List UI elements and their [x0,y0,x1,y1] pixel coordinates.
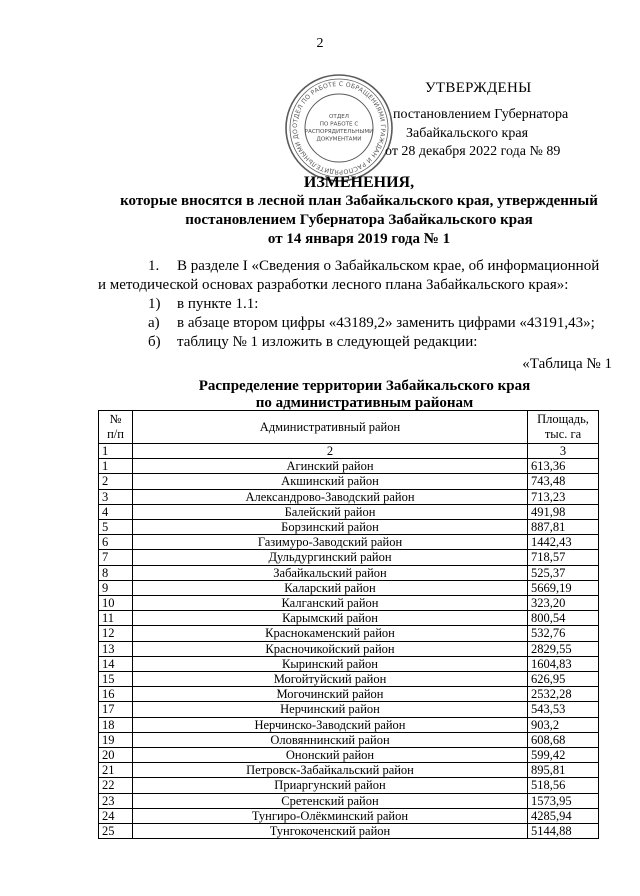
table-row [99,641,599,656]
districts-area-table [98,410,599,839]
row-area: 543,53 [528,702,599,717]
row-area: 599,42 [528,748,599,763]
row-number: 20 [99,748,133,763]
header-district: Административный район [133,411,528,444]
row-area: 2532,28 [528,687,599,702]
svg-text:ОТДЕЛ: ОТДЕЛ [329,114,349,120]
table-row [99,748,599,763]
table-row [99,565,599,580]
row-area: 491,98 [528,504,599,519]
table-row [99,763,599,778]
row-district-name: Александрово-Заводский район [133,489,528,504]
row-number: 8 [99,565,133,580]
row-district-name: Краснокаменский район [133,626,528,641]
row-number: 16 [99,687,133,702]
item-1-text-continued: и методической основах разработки лесного плана Забайкальского края»: [98,277,569,293]
row-district-name: Нерчинский район [133,702,528,717]
table-row [99,687,599,702]
row-area: 518,56 [528,778,599,793]
table-row [99,550,599,565]
row-number: 25 [99,824,133,839]
row-district-name: Могойтуйский район [133,672,528,687]
table-header-row [99,411,599,444]
subitem-b-letter: б) [148,334,161,350]
subitem-1-text: в пункте 1.1: [177,296,259,312]
row-area: 5144,88 [528,824,599,839]
subitem-1-number: 1) [148,296,161,312]
row-area: 1604,83 [528,656,599,671]
row-district-name: Каларский район [133,580,528,595]
table-row [99,474,599,489]
row-district-name: Кыринский район [133,656,528,671]
row-district-name: Забайкальский район [133,565,528,580]
svg-text:ОТДЕЛ ПО РАБОТЕ С ОБРАЩЕНИЯМИ: ОТДЕЛ ПО РАБОТЕ С ОБРАЩЕНИЯМИ ГРАЖДАН И РАСПОРЯДИТЕЛЬНЫМИ ДО [291,80,387,176]
row-number: 5 [99,520,133,535]
approval-line-2: Забайкальского края [406,126,529,141]
row-district-name: Борзинский район [133,520,528,535]
row-district-name: Приаргунский район [133,778,528,793]
document-subtitle-line-1: которые вносятся в лесной план Забайкальского края, утвержденный [120,193,598,209]
row-area: 903,2 [528,717,599,732]
row-area: 626,95 [528,672,599,687]
row-area: 1573,95 [528,793,599,808]
header-area [528,411,599,444]
document-subtitle-line-2: постановлением Губернатора Забайкальского края [185,212,533,228]
header-number-symbol: № [109,412,122,426]
row-number: 15 [99,672,133,687]
row-district-name: Красночикойский район [133,641,528,656]
index-cell-2: 2 [133,444,528,459]
row-number: 18 [99,717,133,732]
row-number: 7 [99,550,133,565]
table-row [99,535,599,550]
row-district-name: Агинский район [133,459,528,474]
row-number: 13 [99,641,133,656]
row-district-name: Могочинский район [133,687,528,702]
subitem-a-letter: а) [148,315,160,331]
row-area: 608,68 [528,732,599,747]
table-row [99,656,599,671]
row-area: 1442,43 [528,535,599,550]
row-area: 800,54 [528,611,599,626]
row-number: 19 [99,732,133,747]
row-area: 743,48 [528,474,599,489]
table-row [99,793,599,808]
table-caption-line-1: Распределение территории Забайкальского края [198,378,531,394]
row-district-name: Нерчинско-Заводский район [133,717,528,732]
table-reference: «Таблица № 1 [522,356,612,372]
subitem-a-text: в абзаце втором цифры «43189,2» заменить цифрами «43191,43»; [177,315,595,331]
row-area: 718,57 [528,550,599,565]
table-row [99,504,599,519]
table-row [99,626,599,641]
index-cell-3: 3 [528,444,599,459]
row-district-name: Петровск-Забайкальский район [133,763,528,778]
row-number: 21 [99,763,133,778]
row-number: 1 [99,459,133,474]
item-1-number: 1. [148,258,160,274]
document-subtitle-line-3: от 14 января 2019 года № 1 [267,231,451,247]
table-row [99,824,599,839]
row-area: 887,81 [528,520,599,535]
svg-text:ДОКУМЕНТАМИ: ДОКУМЕНТАМИ [316,136,362,143]
row-district-name: Акшинский район [133,474,528,489]
table-row [99,611,599,626]
row-district-name: Тунгиро-Олёкминский район [133,808,528,823]
row-number: 9 [99,580,133,595]
row-number: 14 [99,656,133,671]
official-stamp [283,72,395,184]
table-index-row [99,444,599,459]
table-row [99,672,599,687]
table-row [99,489,599,504]
row-number: 23 [99,793,133,808]
subitem-b-text: таблицу № 1 изложить в следующей редакции: [177,334,478,350]
table-row [99,580,599,595]
stamp-seal-graphic [283,72,395,184]
svg-text:РАСПОРЯДИТЕЛЬНЫМИ: РАСПОРЯДИТЕЛЬНЫМИ [304,129,374,135]
approval-line-3: от 28 декабря 2022 года № 89 [385,144,561,159]
row-area: 2829,55 [528,641,599,656]
row-area: 613,36 [528,459,599,474]
header-number-label: п/п [107,427,124,441]
row-district-name: Тунгокоченский район [133,824,528,839]
table-row [99,808,599,823]
approval-line-1: постановлением Губернатора [393,107,569,122]
row-area: 525,37 [528,565,599,580]
index-cell-1: 1 [99,444,133,459]
page-number: 2 [316,36,324,51]
row-number: 3 [99,489,133,504]
approval-title: УТВЕРЖДЕНЫ [425,80,532,96]
row-number: 11 [99,611,133,626]
row-number: 2 [99,474,133,489]
row-district-name: Калганский район [133,596,528,611]
row-number: 10 [99,596,133,611]
row-area: 895,81 [528,763,599,778]
row-district-name: Газимуро-Заводский район [133,535,528,550]
table-row [99,778,599,793]
row-number: 12 [99,626,133,641]
table-caption-line-2: по административным районам [255,395,474,411]
row-area: 4285,94 [528,808,599,823]
row-number: 4 [99,504,133,519]
table-row [99,702,599,717]
row-number: 24 [99,808,133,823]
table-row [99,596,599,611]
table-row [99,732,599,747]
svg-text:ПО РАБОТЕ С: ПО РАБОТЕ С [319,121,359,128]
row-area: 532,76 [528,626,599,641]
row-number: 22 [99,778,133,793]
table-row [99,459,599,474]
row-district-name: Сретенский район [133,793,528,808]
header-number [99,411,133,444]
row-district-name: Карымский район [133,611,528,626]
table-row [99,717,599,732]
header-area-unit: тыс. га [544,427,582,441]
row-district-name: Дульдургинский район [133,550,528,565]
row-district-name: Оловяннинский район [133,732,528,747]
row-district-name: Ононский район [133,748,528,763]
row-district-name: Балейский район [133,504,528,519]
row-number: 6 [99,535,133,550]
row-area: 323,20 [528,596,599,611]
table-row [99,520,599,535]
document-title: ИЗМЕНЕНИЯ, [303,174,415,191]
row-number: 17 [99,702,133,717]
row-area: 713,23 [528,489,599,504]
item-1-text: В разделе I «Сведения о Забайкальском крае, об информационной [177,258,600,274]
row-area: 5669,19 [528,580,599,595]
header-area-label: Площадь, [537,412,589,426]
